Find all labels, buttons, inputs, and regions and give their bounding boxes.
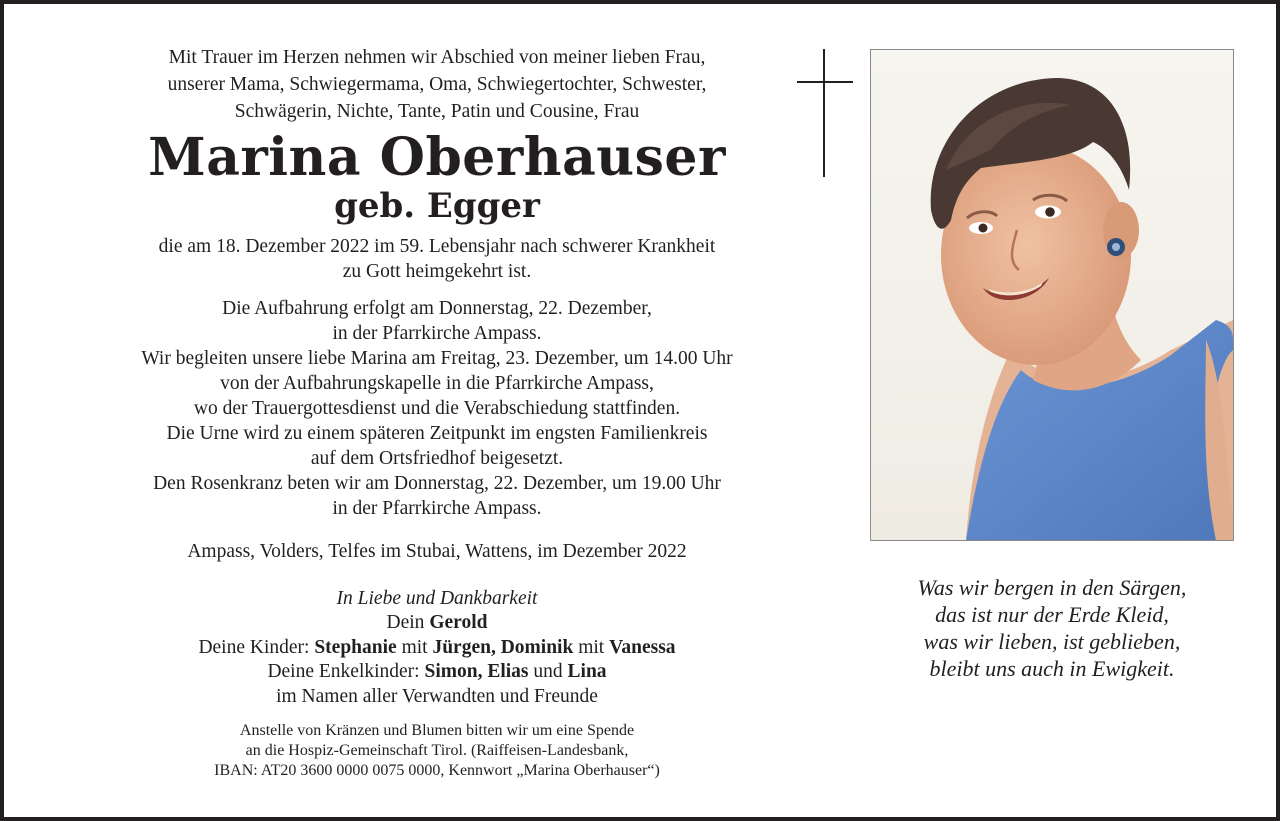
cross-horizontal-bar [797, 81, 853, 83]
intro-line: Mit Trauer im Herzen nehmen wir Abschied von meiner lieben Frau, [168, 47, 706, 68]
cross-vertical-bar [823, 49, 825, 177]
child-name: Jürgen, Dominik [432, 636, 574, 658]
family-prefix: Deine Enkelkinder: [267, 661, 425, 682]
family-connector: mit [396, 636, 433, 658]
poem-line: das ist nur der Erde Kleid, [935, 602, 1169, 627]
viewing-notice [54, 296, 820, 346]
memorial-poem [854, 574, 1250, 682]
cross-icon [797, 49, 853, 177]
grandchild-names: Simon, Elias [424, 661, 529, 682]
viewing-line: in der Pfarrkirche Ampass. [332, 323, 542, 344]
family-children [54, 636, 820, 661]
deceased-name: Marina Oberhauser [148, 127, 726, 188]
portrait-photo [870, 49, 1234, 541]
obituary-text-column [54, 44, 820, 781]
donation-line: an die Hospiz-Gemeinschaft Tirol. (Raiffeisen-Landesbank, [245, 742, 629, 759]
donation-line: Anstelle von Kränzen und Blumen bitten wir um eine Spende [239, 722, 635, 739]
intro-line: unserer Mama, Schwiegermama, Oma, Schwiegertochter, Schwester, [167, 74, 707, 95]
rosary-line: Den Rosenkranz beten wir am Donnerstag, 22. Dezember, um 19.00 Uhr [153, 473, 721, 494]
poem-line: bleibt uns auch in Ewigkeit. [929, 656, 1175, 681]
death-line: die am 18. Dezember 2022 im 59. Lebensjahr nach schwerer Krankheit [158, 236, 716, 257]
family-husband [54, 611, 820, 636]
partner-name: Vanessa [609, 636, 676, 658]
family-list [54, 611, 820, 709]
child-name: Stephanie [314, 636, 397, 658]
funeral-line: wo der Trauergottesdienst und die Verabschiedung stattfinden. [193, 398, 681, 419]
urn-notice [54, 421, 820, 471]
place-date: Ampass, Volders, Telfes im Stubai, Wattens, im Dezember 2022 [187, 541, 687, 562]
death-line: zu Gott heimgekehrt ist. [342, 261, 532, 282]
closing-phrase: In Liebe und Dankbarkeit [336, 588, 538, 609]
death-notice [54, 234, 820, 284]
rosary-line: in der Pfarrkirche Ampass. [332, 498, 542, 519]
grandchild-name: Lina [567, 661, 607, 682]
maiden-name: geb. Egger [334, 186, 540, 226]
portrait-illustration [871, 50, 1233, 540]
poem-line: Was wir bergen in den Särgen, [917, 575, 1187, 600]
urn-line: Die Urne wird zu einem späteren Zeitpunkt im engsten Familienkreis [166, 423, 708, 444]
funeral-notice [54, 346, 820, 421]
urn-line: auf dem Ortsfriedhof beigesetzt. [310, 448, 564, 469]
family-grandchildren [54, 660, 820, 685]
viewing-line: Die Aufbahrung erfolgt am Donnerstag, 22. Dezember, [222, 298, 652, 319]
family-prefix: Dein [386, 612, 430, 633]
intro-text [54, 44, 820, 125]
donation-line: IBAN: AT20 3600 0000 0075 0000, Kennwort „Marina Oberhauser“) [214, 762, 660, 779]
family-prefix: Deine Kinder: [198, 636, 315, 658]
poem-line: was wir lieben, ist geblieben, [923, 629, 1181, 654]
family-relatives: im Namen aller Verwandten und Freunde [276, 685, 598, 707]
husband-name: Gerold [429, 612, 488, 633]
funeral-line: Wir begleiten unsere liebe Marina am Freitag, 23. Dezember, um 14.00 Uhr [141, 348, 733, 369]
rosary-notice [54, 471, 820, 521]
family-connector: und [528, 661, 568, 682]
donation-request [54, 721, 820, 781]
intro-line: Schwägerin, Nichte, Tante, Patin und Cousine, Frau [234, 101, 640, 122]
funeral-line: von der Aufbahrungskapelle in die Pfarrkirche Ampass, [220, 373, 654, 394]
family-connector: mit [573, 636, 610, 658]
